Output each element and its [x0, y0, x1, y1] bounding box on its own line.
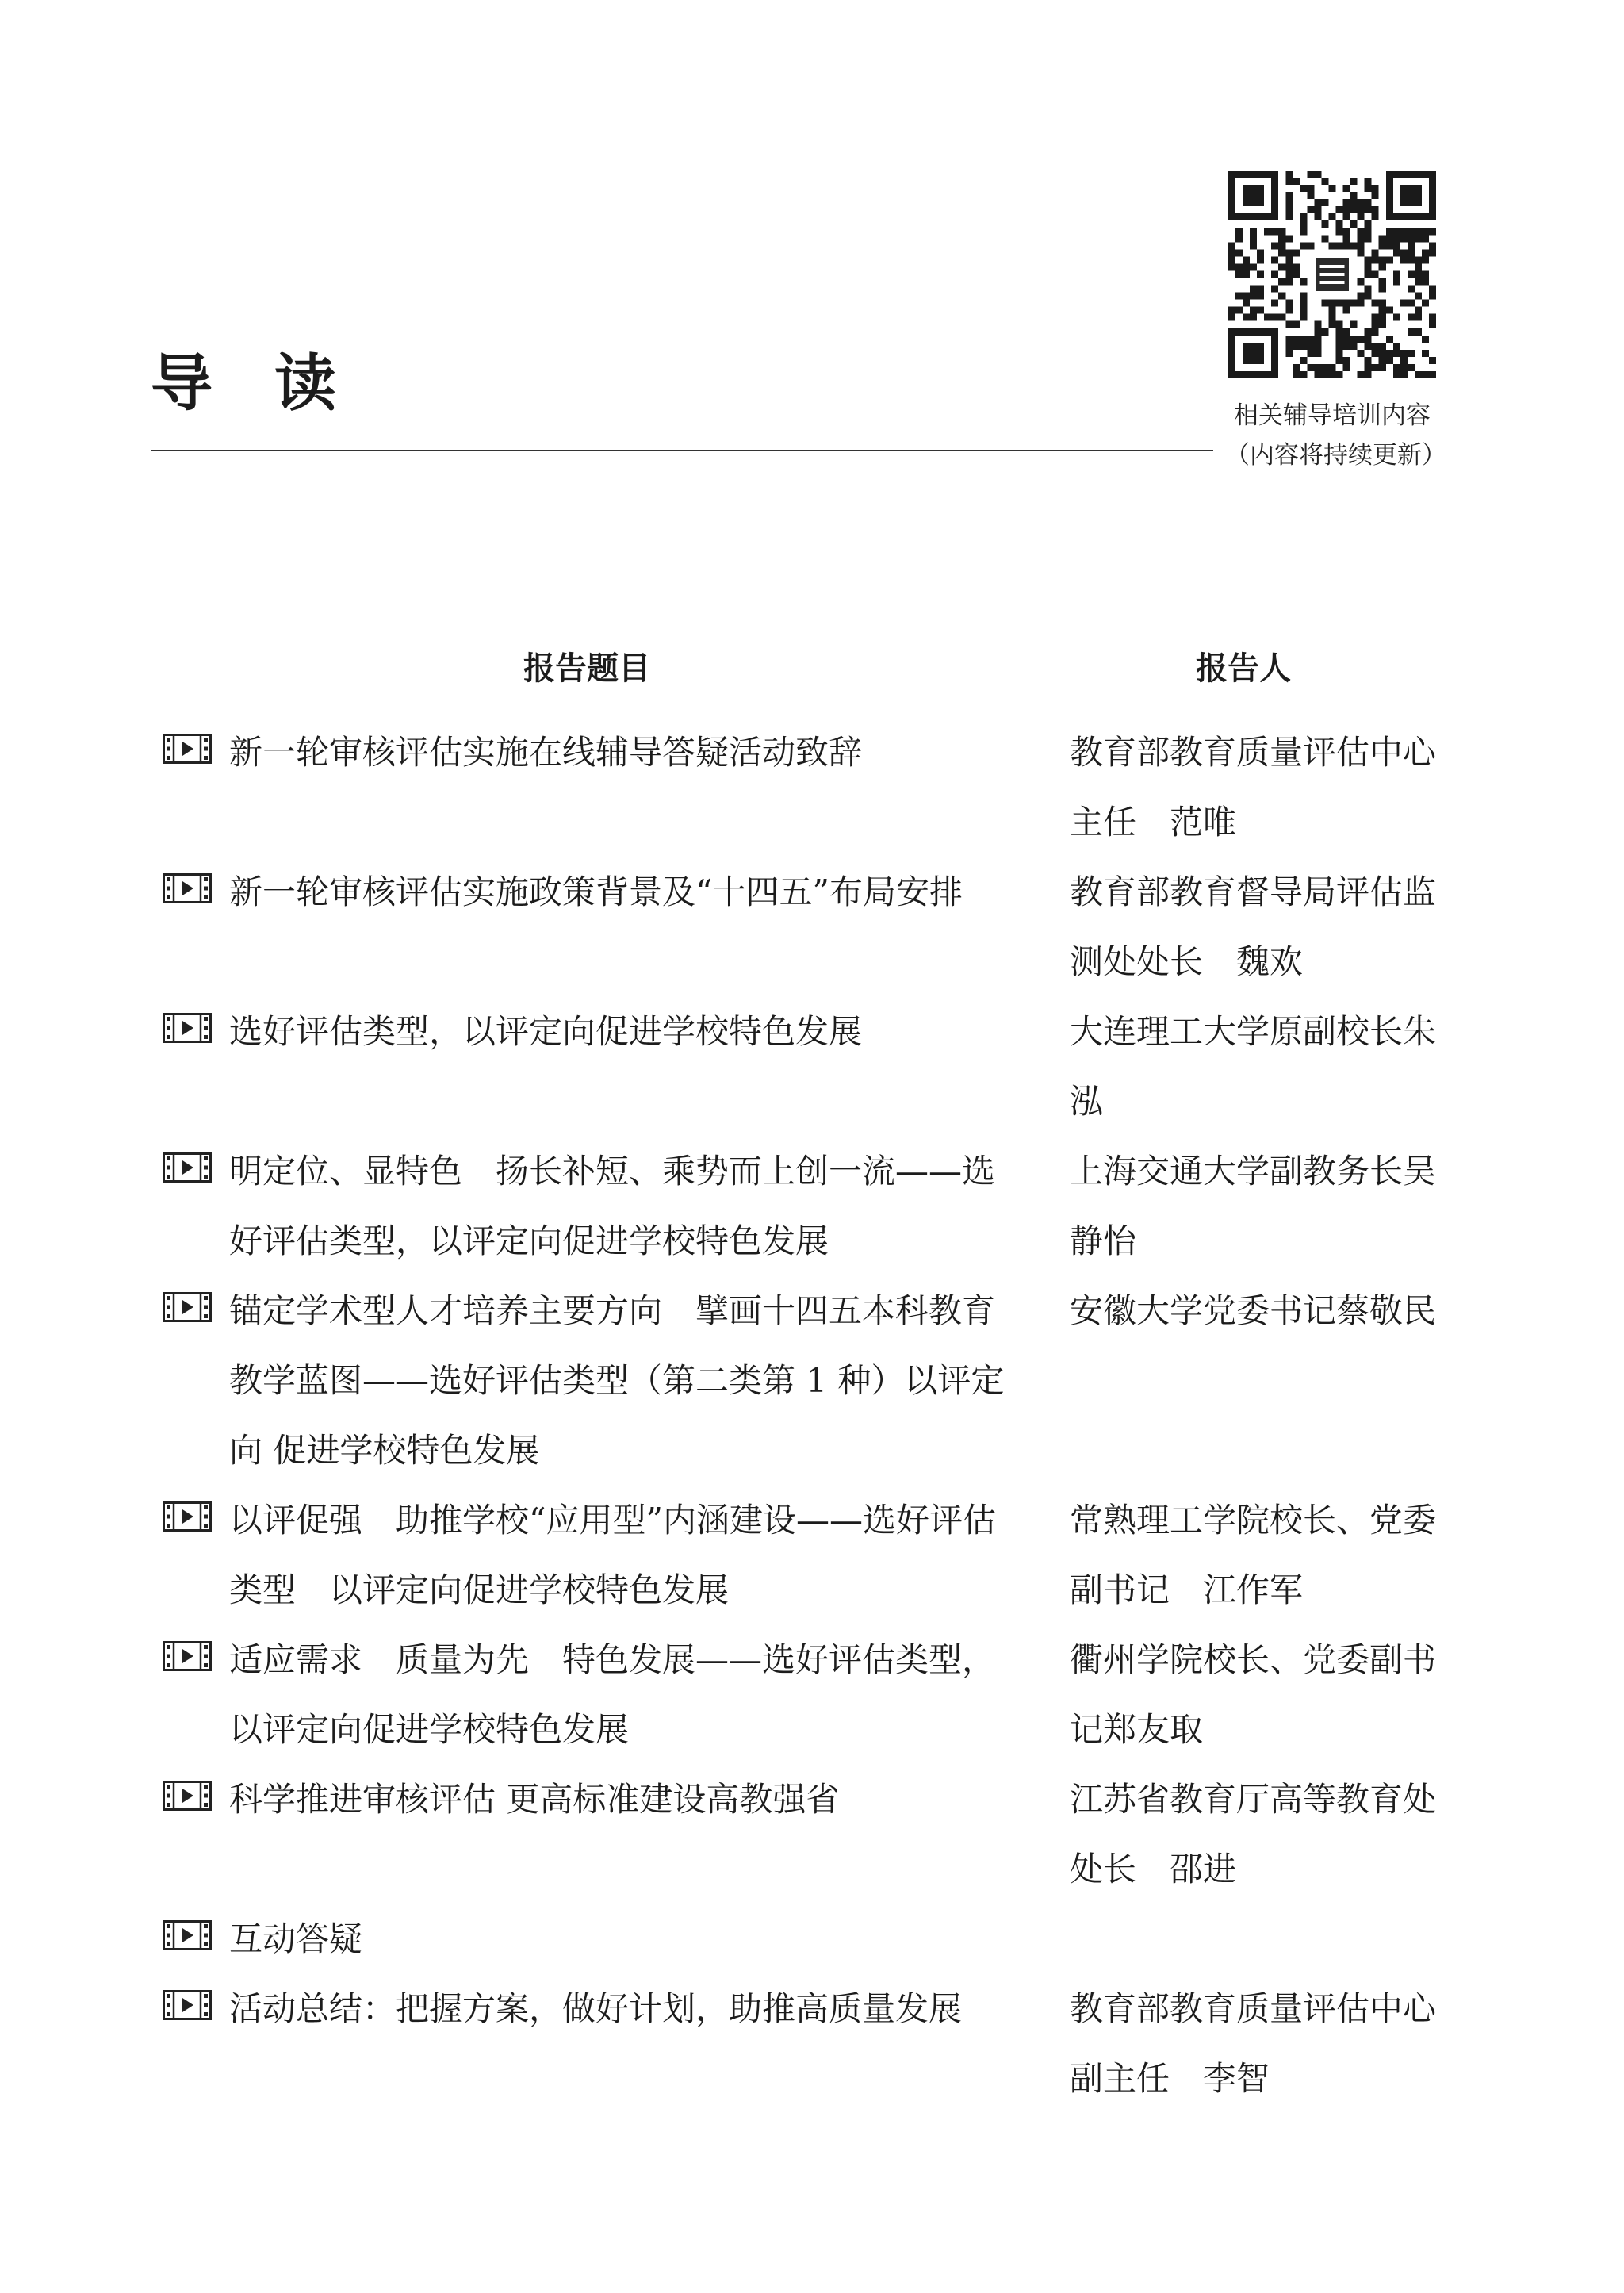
agenda-item[interactable]	[163, 997, 1463, 1137]
page-title: 导读	[151, 348, 399, 420]
video-play-icon[interactable]	[163, 1501, 212, 1532]
qr-caption-line2: （内容将持续更新）	[1225, 441, 1446, 470]
video-play-icon[interactable]	[163, 1781, 212, 1811]
agenda-item[interactable]	[163, 857, 1463, 997]
agenda-speaker: 教育部教育督导局评估监测处处长 魏欢	[1070, 872, 1437, 981]
agenda-topic: 新一轮审核评估实施在线辅导答疑活动致辞	[229, 733, 863, 772]
column-header-speaker: 报告人	[1196, 650, 1291, 687]
agenda-item[interactable]	[163, 1765, 1463, 1904]
agenda-topic: 新一轮审核评估实施政策背景及“十四五”布局安排	[229, 872, 963, 911]
agenda-topic: 明定位、显特色 扬长补短、乘势而上创一流——选好评估类型，以评定向促进学校特色发展	[229, 1152, 996, 1260]
agenda-speaker: 上海交通大学副教务长吴静怡	[1070, 1152, 1437, 1260]
title-rule	[151, 450, 1213, 451]
agenda-speaker: 江苏省教育厅高等教育处处长 邵进	[1070, 1780, 1437, 1888]
agenda-item[interactable]	[163, 718, 1463, 857]
video-play-icon[interactable]	[163, 873, 212, 903]
agenda-item[interactable]	[163, 1137, 1463, 1276]
agenda-list	[163, 718, 1463, 2114]
agenda-item[interactable]	[163, 1625, 1463, 1765]
qr-caption-line1: 相关辅导培训内容	[1234, 401, 1431, 430]
agenda-speaker: 安徽大学党委书记蔡敬民	[1070, 1291, 1437, 1330]
agenda-item[interactable]	[163, 1974, 1463, 2114]
agenda-item[interactable]	[163, 1486, 1463, 1625]
agenda-topic: 活动总结：把握方案，做好计划，助推高质量发展	[229, 1989, 963, 2028]
video-play-icon[interactable]	[163, 1292, 212, 1322]
agenda-topic: 锚定学术型人才培养主要方向 擘画十四五本科教育教学蓝图——选好评估类型（第二类第 1 种）以评定向 促进学校特色发展	[229, 1291, 1005, 1470]
video-play-icon[interactable]	[163, 1920, 212, 1950]
agenda-topic: 以评促强 助推学校“应用型”内涵建设——选好评估类型 以评定向促进学校特色发展	[229, 1501, 996, 1609]
agenda-speaker: 教育部教育质量评估中心主任 范唯	[1070, 733, 1437, 842]
agenda-item[interactable]	[163, 1904, 1463, 1974]
agenda-speaker: 衢州学院校长、党委副书记郑友取	[1070, 1640, 1437, 1749]
video-play-icon[interactable]	[163, 1152, 212, 1183]
agenda-item[interactable]	[163, 1276, 1463, 1486]
agenda-topic: 科学推进审核评估 更高标准建设高教强省	[229, 1780, 840, 1819]
agenda-topic: 互动答疑	[229, 1919, 363, 1958]
video-play-icon[interactable]	[163, 1990, 212, 2020]
qr-code	[1228, 171, 1436, 378]
video-play-icon[interactable]	[163, 1013, 212, 1043]
agenda-speaker: 常熟理工学院校长、党委副书记 江作军	[1070, 1501, 1437, 1609]
agenda-topic: 选好评估类型，以评定向促进学校特色发展	[229, 1012, 863, 1051]
agenda-speaker: 大连理工大学原副校长朱泓	[1070, 1012, 1437, 1121]
qr-caption	[1225, 396, 1446, 475]
video-play-icon[interactable]	[163, 1641, 212, 1671]
qr-block	[1225, 171, 1446, 475]
video-play-icon[interactable]	[163, 734, 212, 764]
agenda-speaker: 教育部教育质量评估中心副主任 李智	[1070, 1989, 1437, 2098]
agenda-topic: 适应需求 质量为先 特色发展——选好评估类型，以评定向促进学校特色发展	[229, 1640, 996, 1749]
column-header-topic: 报告题目	[523, 650, 650, 687]
